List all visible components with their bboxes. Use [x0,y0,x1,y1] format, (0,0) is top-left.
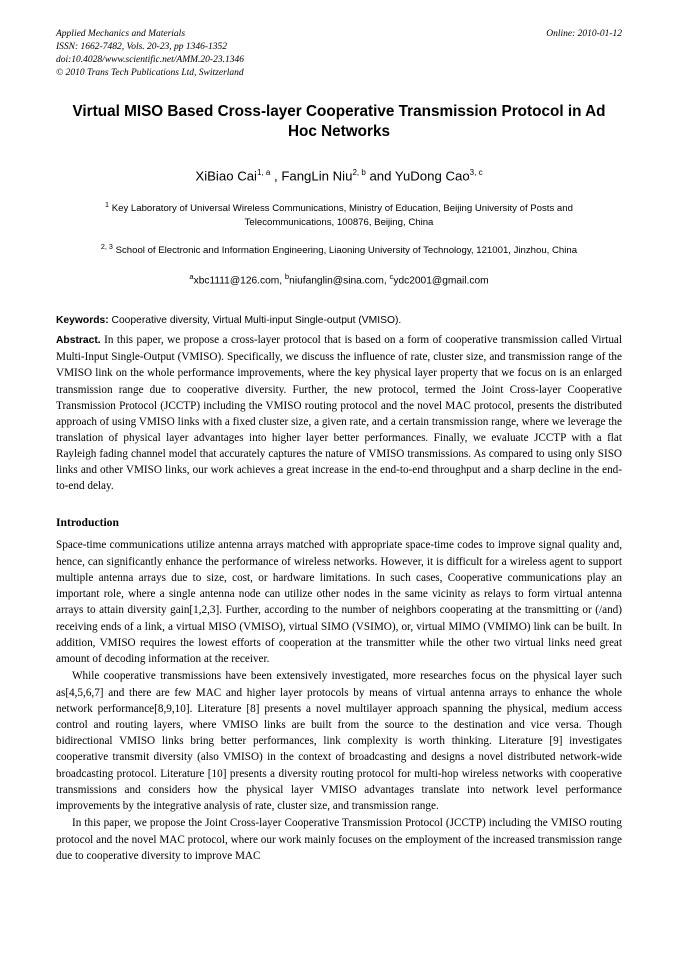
email-1-marker: a [189,271,194,281]
header-left-block [56,28,244,80]
author-separator-1: , [270,168,282,184]
keywords-label: Keywords: [56,315,109,327]
affiliation-2 [56,242,622,258]
keywords-text: Cooperative diversity, Virtual Multi-input Single-output (VMISO). [108,315,402,327]
author-list [56,168,622,183]
email-2-marker: b [284,271,290,281]
author-emails [56,272,622,286]
author-3-name: YuDong Cao [394,168,470,184]
abstract-paragraph [56,332,622,494]
keywords-line [56,314,622,328]
online-date: Online: 2010-01-12 [546,29,622,39]
section-heading-introduction: Introduction [56,516,119,530]
author-1-marker: 1, a [256,168,271,178]
author-1-name: XiBiao Cai [195,168,257,184]
email-3[interactable]: ydc2001@gmail.com [393,275,489,287]
abstract-label: Abstract. [56,335,101,347]
abstract-text: In this paper, we propose a cross-layer protocol that is based on a form of cooperative transmission called Virtual Multi-Input Single-Output (VMISO). Specifically, we discuss the influence of rate, cluster size, and transmission range of the VMISO link on the whole performance improvements, where the key physical layer property that we focus on is an enlarged transmission range due to cooperative diversity. Further, the new protocol, termed the Joint Cross-layer Cooperative Transmission Protocol (JCCTP) including the VMISO routing protocol and the novel MAC protocol, presents the distributed approach of using VMISO links with a fixed cluster size, a given rate, and a certain transmission range, where we leverage the translation of physical layer advantages into higher layer better performances. Finally, we evaluate JCCTP with a flat Rayleigh fading channel model that accurately captures the nature of VMISO transmissions. As compared to using only SISO links and other VMISO links, our work achieves a great increase in the end-to-end throughput and a sharp decline in the end-to-end delay. [56,334,622,493]
author-3-marker: 3, c [469,168,483,178]
email-1[interactable]: xbc1111@126.com, [193,275,285,287]
author-2-marker: 2, b [352,168,366,178]
affiliation-1 [56,200,622,230]
intro-paragraph-1: Space-time communications utilize antenna arrays matched with appropriate space-time codes to improve signal quality and, hence, can significantly enhance the performance of wireless networks. However, it is difficult for a wireless agent to support multiple antenna arrays due to size, cost, or hardware limitations. In such cases, Cooperative communications play an important role, where a single antenna node can utilize other nodes in the same vicinity as relays to form virtual antenna arrays to attain diversity gain[1,2,3]. Further, according to the number of neighbors cooperating at the transmitting or (/and) receiving ends of a link, a virtual MISO (VMISO), virtual SIMO (VSIMO), or, virtual MIMO (VMIMO) link can be built. In addition, VMISO requires the lowest efforts of cooperation at the transmitter while the other two virtual links need great amount of decoding information at the receiver. [56,539,622,666]
affiliation-2-text: School of Electronic and Information Engineering, Liaoning University of Technology, 121001, Jinzhou, China [115,244,578,256]
doi-line: doi:10.4028/www.scientific.net/AMM.20-23.1346 [56,55,244,66]
email-2[interactable]: niufanglin@sina.com, [289,275,390,287]
author-separator-2: and [365,168,395,184]
copyright-line: © 2010 Trans Tech Publications Ltd, Switzerland [56,68,244,79]
email-3-marker: c [389,271,394,281]
page-title: Virtual MISO Based Cross-layer Cooperative Transmission Protocol in Ad Hoc Networks [72,103,606,141]
intro-paragraph-2: While cooperative transmissions have been extensively investigated, more researches focus on the physical layer such as[4,5,6,7] and there are few MAC and higher layer protocols by means of virtual antenna arrays to enhance the whole network performance[8,9,10]. Literature [8] presents a novel multilayer approach spanning the physical, medium access control and routing layers, where VMISO links are built from the source to the destination and vice versa. Though bidirectional VMISO links bring better performances, link complexity is worth thinking. Literature [9] investigates cooperative transmit diversity (also VMISO) in the context of broadcasting and designs a novel distributed network-wide broadcasting protocol. Literature [10] presents a diversity routing protocol for multi-hop wireless networks with cooperative transmissions and considers how the physical layer VMISO advantages translate into network level performance improvements by the integrative analysis of rate, cluster size, and transmission range. [56,670,622,813]
journal-name: Applied Mechanics and Materials [56,29,186,39]
issn-line: ISSN: 1662-7482, Vols. 20-23, pp 1346-1352 [56,42,227,53]
author-2-name: FangLin Niu [281,168,353,184]
affiliation-2-marker: 2, 3 [100,241,113,251]
affiliation-1-marker: 1 [105,199,110,209]
page-header [56,28,622,80]
affiliation-1-text: Key Laboratory of Universal Wireless Communications, Ministry of Education, Beijing University of Posts and Telecommunications, 100876, Beijing, China [111,202,573,228]
intro-paragraph-3: In this paper, we propose the Joint Cross-layer Cooperative Transmission Protocol (JCCTP) including the VMISO routing protocol and the novel MAC protocol, where our work mainly focuses on the employment of the increased transmission range due to cooperative diversity to improve MAC [56,817,622,862]
